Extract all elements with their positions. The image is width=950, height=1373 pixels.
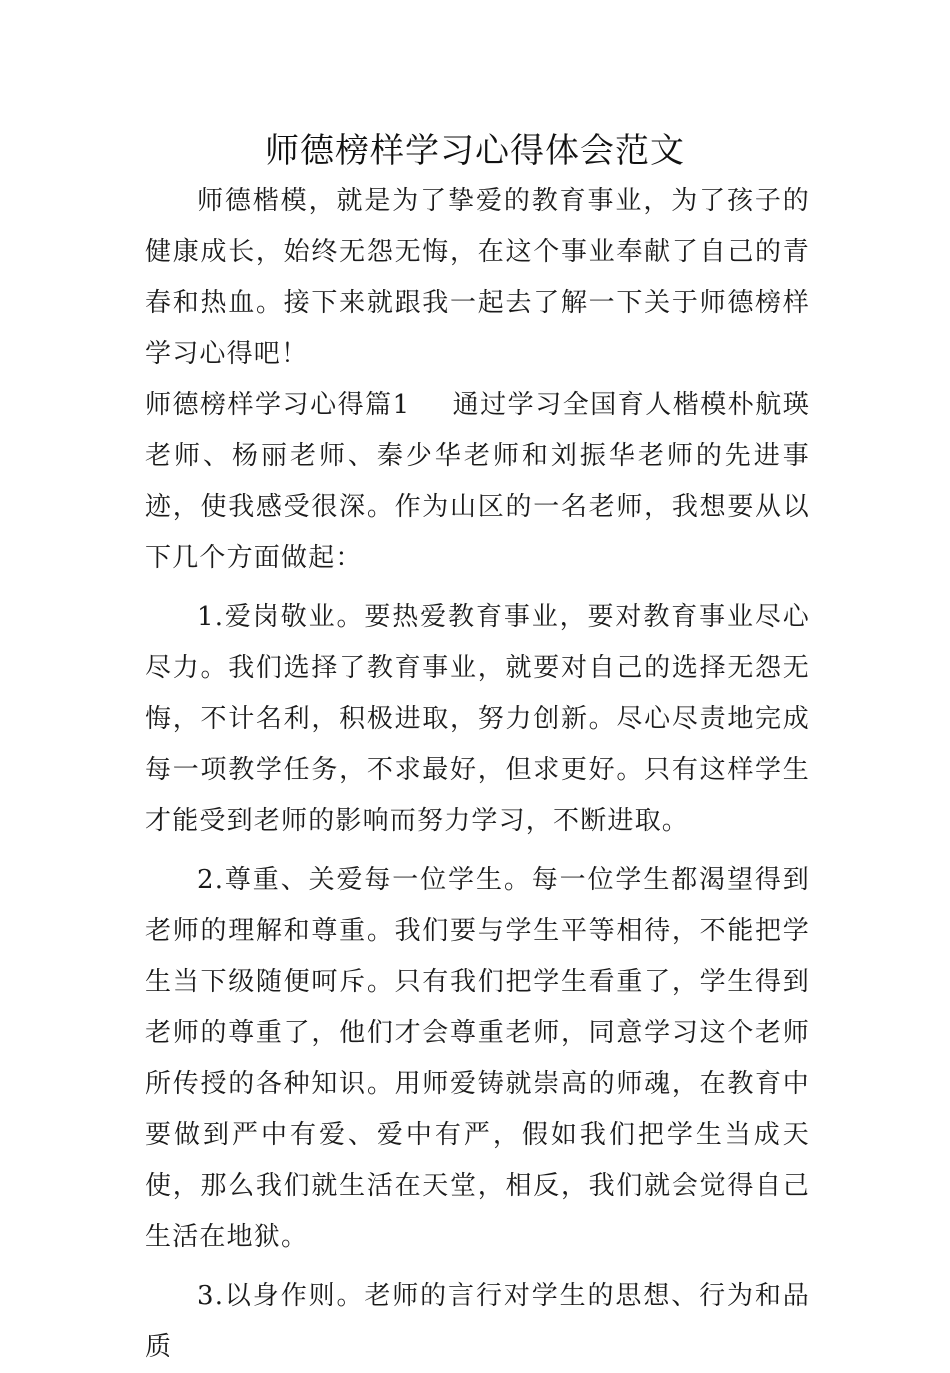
section-1-paragraph xyxy=(145,380,810,584)
section-1-text: 通过学习全国育人楷模朴航瑛老师、杨丽老师、秦少华老师和刘振华老师的先进事迹，使我感受很深。作为山区的一名老师，我想要从以下几个方面做起： xyxy=(145,390,810,573)
section-1-heading: 师德榜样学习心得篇1 xyxy=(145,390,411,420)
document-title: 师德榜样学习心得体会范文 xyxy=(265,131,685,171)
document-body xyxy=(145,176,810,1373)
point-2-paragraph: 2.尊重、关爱每一位学生。每一位学生都渴望得到老师的理解和尊重。我们要与学生平等相待，不能把学生当下级随便呵斥。只有我们把学生看重了，学生得到老师的尊重了，他们才会尊重老师，同意学习这个老师所传授的各种知识。用师爱铸就崇高的师魂，在教育中要做到严中有爱、爱中有严，假如我们把学生当成天使，那么我们就生活在天堂，相反，我们就会觉得自己生活在地狱。 xyxy=(145,865,810,1252)
point-1-paragraph: 1.爱岗敬业。要热爱教育事业，要对教育事业尽心尽力。我们选择了教育事业，就要对自己的选择无怨无悔，不计名利，积极进取，努力创新。尽心尽责地完成每一项教学任务，不求最好，但求更好。只有这样学生才能受到老师的影响而努力学习，不断进取。 xyxy=(145,602,810,836)
point-3-paragraph: 3.以身作则。老师的言行对学生的思想、行为和品质 xyxy=(145,1281,810,1362)
intro-paragraph: 师德楷模，就是为了挚爱的教育事业，为了孩子的健康成长，始终无怨无悔，在这个事业奉献了自己的青春和热血。接下来就跟我一起去了解一下关于师德榜样学习心得吧！ xyxy=(145,186,810,369)
